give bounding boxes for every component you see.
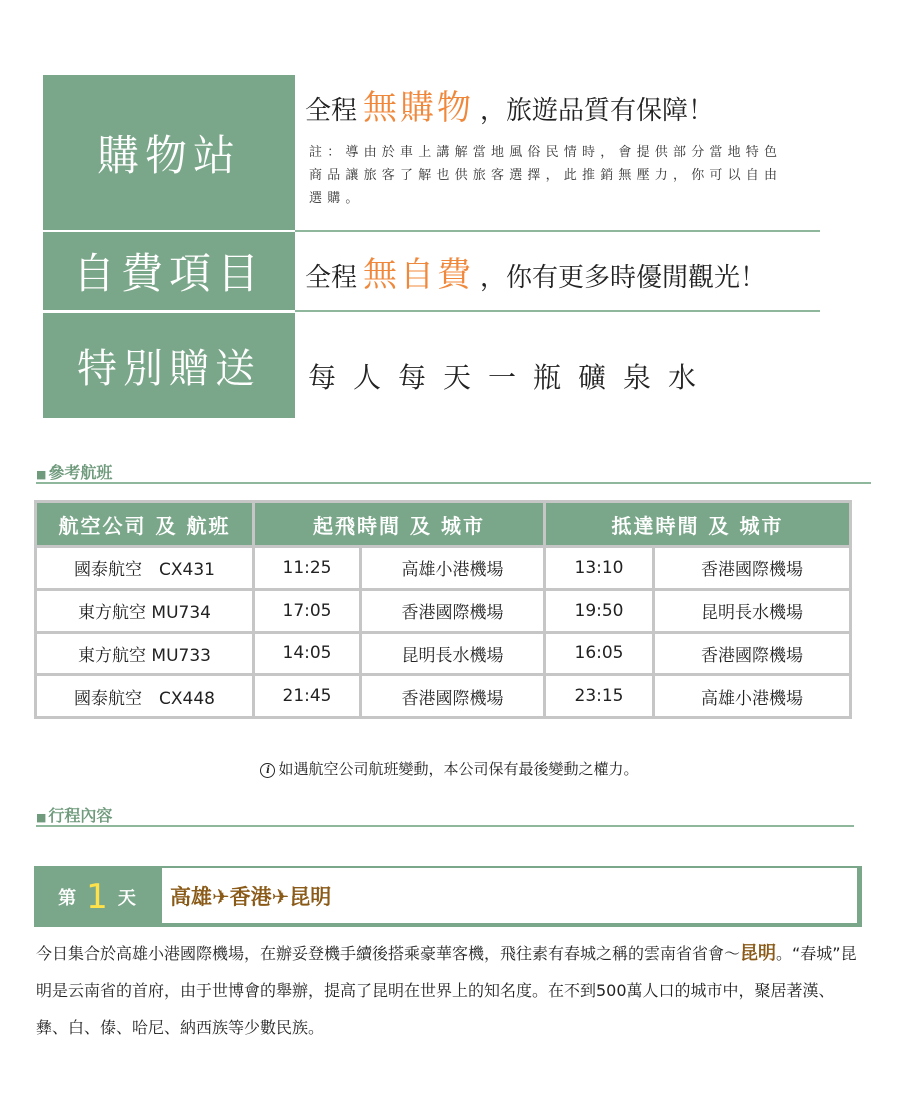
itinerary-section-title <box>36 803 112 826</box>
airline-cell: 國泰航空 CX448 <box>36 675 254 718</box>
departure-city-cell: 昆明長水機場 <box>361 632 545 675</box>
arrival-city-cell: 香港國際機場 <box>654 632 851 675</box>
header-airline: 航空公司 及 航班 <box>36 502 254 547</box>
airline-cell: 東方航空 MU734 <box>36 589 254 632</box>
shopping-headline <box>305 80 714 129</box>
departure-time-cell: 21:45 <box>254 675 361 718</box>
square-bullet-icon: ■ <box>36 468 47 481</box>
day-route: 高雄✈香港✈昆明 <box>170 884 332 909</box>
shopping-headline-pre: 全程 <box>305 96 358 126</box>
airline-cell: 國泰航空 CX431 <box>36 547 254 590</box>
description-text-post: 。“春城”昆明是云南省的首府，由于世博會的舉辦，提高了昆明在世界上的知名度。在不到500萬人口的城市中，聚居著漢、彝、白、傣、哈尼、納西族等少數民族。 <box>36 944 857 1037</box>
square-bullet-icon: ■ <box>36 811 47 824</box>
special-gift-label: 特別贈送 <box>43 313 295 418</box>
optional-headline-post: ，你有更多時優閒觀光！ <box>480 263 767 293</box>
table-row <box>36 589 851 632</box>
section-divider <box>36 482 871 484</box>
arrival-time-cell: 19:50 <box>545 589 654 632</box>
optional-headline <box>305 247 766 296</box>
arrival-time-cell: 13:10 <box>545 547 654 590</box>
divider <box>295 310 820 312</box>
table-row <box>36 547 851 590</box>
info-icon: i <box>260 763 275 778</box>
departure-city-cell: 香港國際機場 <box>361 675 545 718</box>
table-row <box>36 632 851 675</box>
day-route-box <box>162 868 857 923</box>
shopping-label: 購物站 <box>43 75 295 230</box>
day-label <box>34 866 160 927</box>
gift-text: 每人每天一瓶礦泉水 <box>308 361 714 394</box>
departure-time-cell: 17:05 <box>254 589 361 632</box>
optional-highlight: 無自費 <box>363 255 475 295</box>
flights-section-title <box>36 460 112 483</box>
shopping-highlight: 無購物 <box>363 88 475 128</box>
departure-city-cell: 高雄小港機場 <box>361 547 545 590</box>
arrival-city-cell: 昆明長水機場 <box>654 589 851 632</box>
description-text-pre: 今日集合於高雄小港國際機場，在辦妥登機手續後搭乘豪華客機，飛往素有春城之稱的雲南省省會～ <box>36 944 741 963</box>
shopping-note: 註：導由於車上講解當地風俗民情時，會提供部分當地特色商品讓旅客了解也供旅客選擇，此推銷無壓力，你可以自由選購。 <box>309 145 783 206</box>
airline-cell: 東方航空 MU733 <box>36 632 254 675</box>
optional-headline-pre: 全程 <box>305 263 358 293</box>
flights-title-text: 參考航班 <box>48 463 113 482</box>
arrival-time-cell: 16:05 <box>545 632 654 675</box>
arrival-time-cell: 23:15 <box>545 675 654 718</box>
table-header-row <box>36 502 851 547</box>
header-departure: 起飛時間 及 城市 <box>254 502 545 547</box>
day-description <box>36 935 861 1046</box>
flight-table <box>34 500 852 719</box>
departure-city-cell: 香港國際機場 <box>361 589 545 632</box>
divider <box>295 230 820 232</box>
departure-time-cell: 14:05 <box>254 632 361 675</box>
flight-change-notice <box>0 758 899 779</box>
itinerary-title-text: 行程內容 <box>48 806 113 825</box>
shopping-headline-post: ，旅遊品質有保障！ <box>480 96 715 126</box>
table-row <box>36 675 851 718</box>
day-number: 1 <box>86 876 108 917</box>
day-prefix: 第 <box>58 887 77 909</box>
day-suffix: 天 <box>117 887 136 909</box>
arrival-city-cell: 香港國際機場 <box>654 547 851 590</box>
arrival-city-cell: 高雄小港機場 <box>654 675 851 718</box>
header-arrival: 抵達時間 及 城市 <box>545 502 851 547</box>
section-divider <box>36 825 854 827</box>
optional-tour-label: 自費項目 <box>43 232 295 310</box>
notice-text: 如遇航空公司航班變動，本公司保有最後變動之權力。 <box>278 760 639 778</box>
description-keyword: 昆明 <box>740 943 777 964</box>
departure-time-cell: 11:25 <box>254 547 361 590</box>
